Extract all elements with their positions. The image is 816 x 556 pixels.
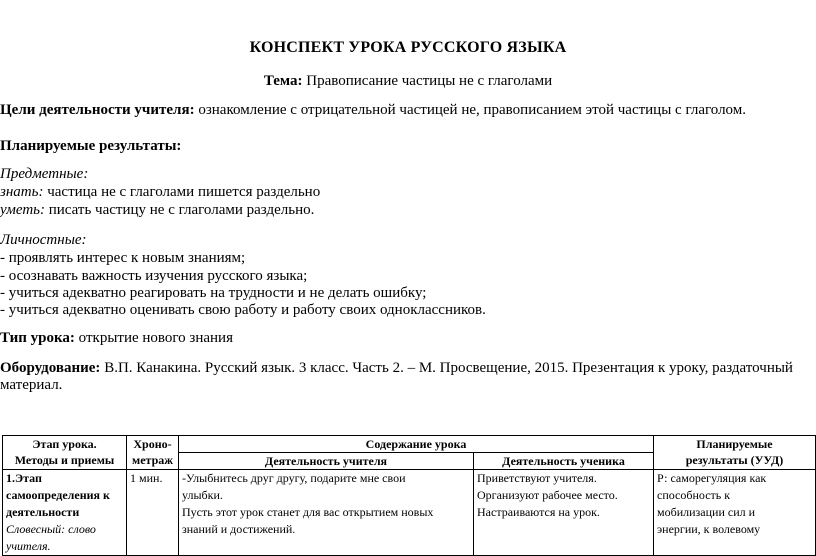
stage-method: учителя. [6,539,51,553]
type-label: Тип урока: [0,330,75,346]
planned-results-cell [654,470,816,556]
planned-results-heading [0,138,181,155]
teacher-activity-line: знаний и достижений. [182,522,296,536]
know-line [0,184,320,201]
lesson-table [2,435,816,556]
can-label: уметь: [0,202,45,218]
goals-text: ознакомление с отрицательной частицей не, правописанием этой частицы с глаголом. [194,102,747,118]
can-line [0,202,314,219]
planned-result-line: энергии, к волевому [657,522,761,536]
stage-method: Словесный: слово [6,522,96,536]
personal-item: - проявлять интерес к новым знаниям; [0,250,246,266]
planned-result-line: способность к [657,488,731,502]
equipment [0,360,793,377]
header-stage-line: Методы и приемы [14,453,115,467]
header-stage-line: Этап урока. [32,437,97,451]
student-activity-cell [474,470,654,556]
time-cell: 1 мин. [127,470,179,556]
header-results-line: Планируемые [696,437,773,451]
header-results [654,436,816,470]
stage-name: деятельности [6,505,80,519]
type-text: открытие нового знания [74,330,233,346]
teacher-activity-line: -Улыбнитесь друг другу, подарите мне свои [182,471,406,485]
student-activity-line: Приветствуют учителя. [477,471,597,485]
stage-cell [3,470,127,556]
teacher-activity-line: Пусть этот урок станет для вас открытием новых [182,505,434,519]
student-activity-line: Организуют рабочее место. [477,488,618,502]
planned-result-line: мобилизации сил и [657,505,756,519]
goals-label: Цели деятельности учителя: [0,102,195,118]
equipment-label: Оборудование: [0,360,101,376]
teacher-goals [0,102,746,119]
header-time-line: метраж [132,453,173,467]
table-header-row [3,436,816,453]
personal-item: - учиться адекватно реагировать на трудности и не делать ошибку; [0,285,427,301]
lesson-topic [0,73,816,90]
lesson-type [0,330,233,347]
student-activity-line: Настраиваются на урок. [477,505,600,519]
header-content: Содержание урока [179,436,654,453]
header-teacher: Деятельность учителя [179,453,474,470]
teacher-activity-cell [179,470,474,556]
topic-text: Правописание частицы не с глаголами [302,73,553,89]
can-text: писать частицу не с глаголами раздельно. [44,202,315,218]
personal-item: - учиться адекватно оценивать свою работу и работу своих одноклассников. [0,302,486,318]
header-stage [3,436,127,470]
equipment-text: В.П. Канакина. Русский язык. 3 класс. Часть 2. – М. Просвещение, 2015. Презентация к уроку, раздаточный [100,360,793,376]
know-label: знать: [0,184,44,200]
stage-name: самоопределения к [6,488,110,502]
topic-label: Тема: [263,73,303,89]
personal-item: - осознавать важность изучения русского языка; [0,268,308,284]
planned-result-line: Р: саморегуляция как [657,471,767,485]
header-student: Деятельность ученика [474,453,654,470]
personal-results-heading: Личностные: [0,232,87,248]
header-time-line: Хроно- [133,437,172,451]
stage-name: 1.Этап [6,471,42,485]
results-label: Планируемые результаты: [0,138,182,154]
know-text: частица не с глаголами пишется раздельно [43,184,321,200]
document-title: КОНСПЕКТ УРОКА РУССКОГО ЯЗЫКА [249,39,567,56]
equipment-continuation: материал. [0,377,63,393]
subject-results-heading: Предметные: [0,166,89,182]
table-row [3,470,816,556]
header-results-line: результаты (УУД) [685,453,784,467]
teacher-activity-line: улыбки. [182,488,223,502]
header-time [127,436,179,470]
